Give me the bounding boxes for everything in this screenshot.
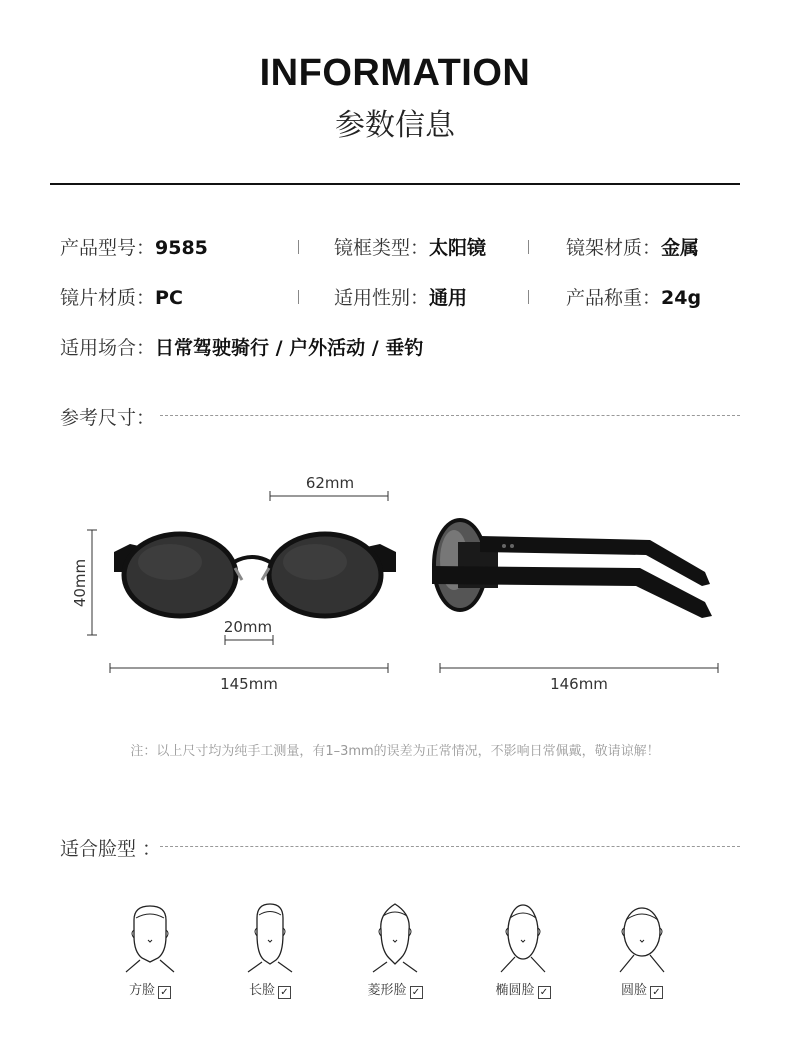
spec-occasion-label: 适用场合： — [60, 337, 156, 359]
face-square — [90, 900, 210, 999]
page-title-chinese: 参数信息 — [335, 108, 455, 143]
measurement-note: 注：以上尺寸均为纯手工测量，有1–3mm的误差为正常情况，不影响日常佩戴，敬请谅解！ — [130, 744, 660, 759]
face-diamond-label: 菱形脸 — [367, 983, 407, 998]
face-long-label: 长脸 — [248, 983, 275, 998]
face-long — [210, 900, 330, 999]
face-square-label: 方脸 — [128, 983, 155, 998]
spec-weight-value: 24g — [661, 287, 702, 309]
checkbox-icon: ✓ — [158, 986, 171, 999]
temple-length-label: 146mm — [550, 675, 608, 693]
spec-model — [60, 233, 208, 260]
spec-frame-material — [566, 233, 699, 260]
checkbox-icon: ✓ — [650, 986, 663, 999]
spec-frame-type-label: 镜框类型： — [334, 237, 430, 259]
spec-model-value: 9585 — [155, 237, 208, 259]
spec-gender-label: 适用性别： — [334, 287, 430, 309]
lens-height-label: 40mm — [71, 558, 89, 608]
spec-separator — [528, 240, 529, 254]
spec-frame-material-label: 镜架材质： — [566, 237, 662, 259]
diamond-face-icon — [365, 900, 425, 975]
spec-gender-value: 通用 — [429, 287, 468, 309]
section-dotted-line — [160, 415, 740, 416]
frame-width-label: 145mm — [220, 675, 278, 693]
square-face-icon — [120, 900, 180, 975]
face-oval-label: 椭圆脸 — [495, 983, 535, 998]
spec-gender — [334, 283, 467, 310]
face-round — [582, 900, 702, 999]
glasses-front-diagram — [70, 460, 410, 710]
spec-lens-material — [60, 283, 183, 310]
page-title-english: INFORMATION — [259, 52, 531, 94]
oval-face-icon — [493, 900, 553, 975]
spec-frame-material-value: 金属 — [661, 237, 700, 259]
spec-model-label: 产品型号： — [60, 237, 156, 259]
long-face-icon — [240, 900, 300, 975]
section-dotted-line — [160, 846, 740, 847]
face-section-label: 适合脸型 ： — [60, 838, 162, 860]
spec-frame-type — [334, 233, 486, 260]
spec-separator — [298, 290, 299, 304]
face-oval — [463, 900, 583, 999]
spec-separator — [528, 290, 529, 304]
checkbox-icon: ✓ — [278, 986, 291, 999]
header-divider — [50, 183, 740, 185]
face-diamond — [335, 900, 455, 999]
bridge-width-label: 20mm — [223, 618, 273, 636]
face-round-label: 圆脸 — [620, 983, 647, 998]
spec-lens-material-label: 镜片材质： — [60, 287, 156, 309]
checkbox-icon: ✓ — [538, 986, 551, 999]
spec-weight-label: 产品称重： — [566, 287, 662, 309]
size-section-label: 参考尺寸： — [60, 407, 156, 429]
checkbox-icon: ✓ — [410, 986, 423, 999]
spec-occasion-value: 日常驾驶骑行 / 户外活动 / 垂钓 — [155, 337, 424, 359]
round-face-icon — [612, 900, 672, 975]
spec-occasion — [60, 333, 423, 360]
lens-width-label: 62mm — [305, 474, 355, 492]
spec-lens-material-value: PC — [155, 287, 183, 309]
spec-frame-type-value: 太阳镜 — [429, 237, 487, 259]
glasses-side-diagram — [420, 460, 740, 710]
spec-separator — [298, 240, 299, 254]
spec-weight — [566, 283, 701, 310]
